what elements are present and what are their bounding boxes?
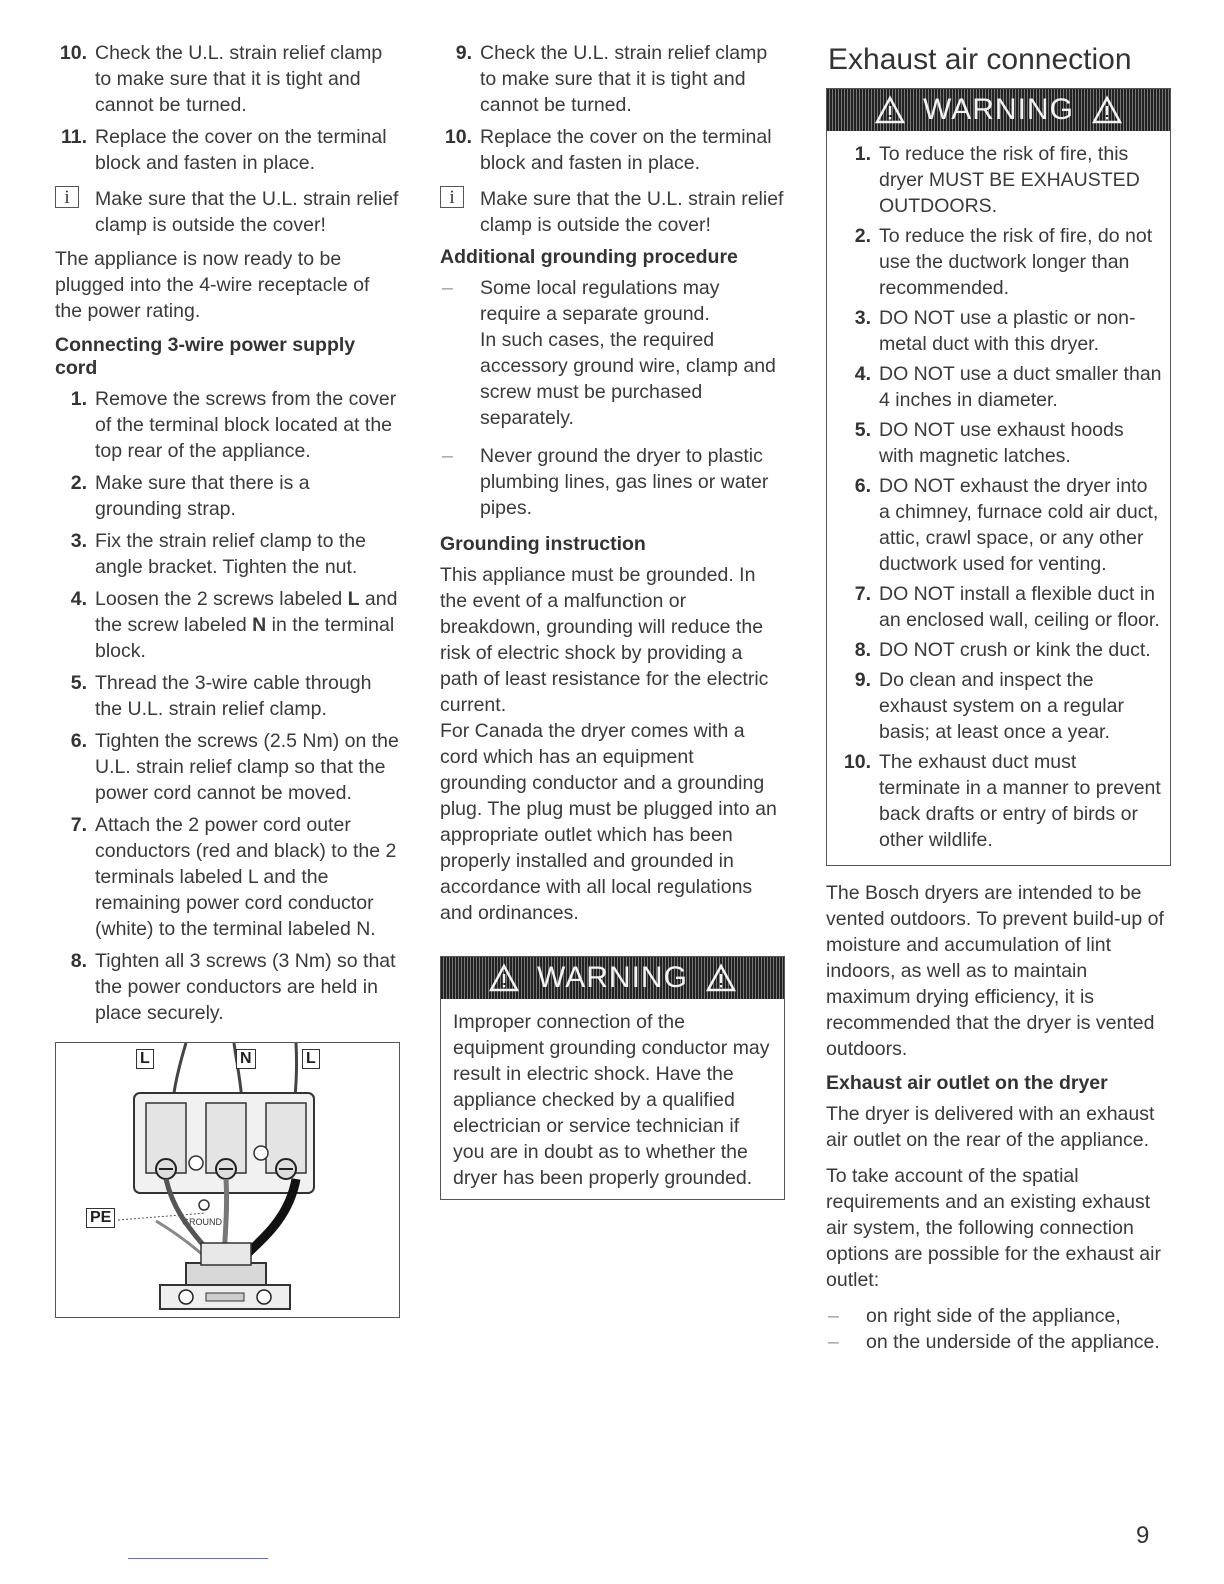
dash-list bbox=[440, 275, 785, 521]
list-item: 3. DO NOT use a plastic or non-metal duct with this dryer. bbox=[854, 307, 1136, 355]
footer-rule bbox=[128, 1558, 268, 1559]
list-item: 7. Attach the 2 power cord outer conductors (red and black) to the 2 terminals labeled L and the remaining power cord conductor (white) to the terminal labeled N. bbox=[70, 814, 397, 940]
warning-body bbox=[827, 131, 1170, 865]
intro-paragraph: The Bosch dryers are intended to be vented outdoors. To prevent build-up of moisture and accumulation of lint indoors, as well as to maintain maximum drying efficiency, it is recommended that the dryer is vented outdoors. bbox=[826, 882, 1164, 1060]
list-item: 9. Do clean and inspect the exhaust system on a regular basis; at least once a year. bbox=[854, 669, 1124, 743]
list-item: – on right side of the appliance, bbox=[828, 1305, 1121, 1327]
terminal-block-figure bbox=[55, 1042, 400, 1318]
grounding-paragraph-canada: For Canada the dryer comes with a cord which has an equipment grounding conductor and a grounding plug. The plug must be plugged into an appropriate outlet which has been properly installed and grounded in accordance with all local regulations and ordinances. bbox=[440, 720, 777, 924]
terminal-block-drawing bbox=[56, 1043, 388, 1315]
info-icon: i bbox=[440, 186, 464, 208]
section-heading: Exhaust air outlet on the dryer bbox=[826, 1072, 1108, 1094]
list-item: – on the underside of the appliance. bbox=[828, 1331, 1160, 1353]
list-item: 10. Check the U.L. strain relief clamp to make sure that it is tight and cannot be turned. bbox=[59, 42, 383, 116]
column-1 bbox=[55, 40, 400, 1318]
section-heading: Grounding instruction bbox=[440, 533, 646, 555]
page-title: Exhaust air connection bbox=[828, 43, 1132, 76]
list-item: 6. Tighten the screws (2.5 Nm) on the U.L. strain relief clamp so that the power cord cannot be moved. bbox=[70, 730, 399, 804]
warning-header bbox=[827, 89, 1170, 131]
list-item: 10. Replace the cover on the terminal block and fasten in place. bbox=[444, 126, 772, 174]
list-item: – Some local regulations may require a separate ground. In such cases, the required accessory ground wire, clamp and screw must be purchased separately. bbox=[442, 277, 776, 429]
terminal-label-n: N bbox=[236, 1049, 256, 1069]
steps-list bbox=[440, 40, 785, 176]
outlet-paragraph-options: To take account of the spatial requirements and an existing exhaust air system, the following connection options are possible for the exhaust air outlet: bbox=[826, 1165, 1161, 1291]
list-item: 4. Loosen the 2 screws labeled L and the screw labeled N in the terminal block. bbox=[70, 588, 398, 662]
info-note bbox=[440, 186, 785, 238]
warning-triangle-icon bbox=[489, 963, 519, 993]
list-item: 5. DO NOT use exhaust hoods with magnetic latches. bbox=[854, 419, 1124, 467]
section-heading: Additional grounding procedure bbox=[440, 246, 738, 268]
warning-box bbox=[826, 88, 1171, 866]
warning-title: WARNING bbox=[923, 93, 1074, 126]
column-3 bbox=[826, 40, 1171, 1367]
list-item: 1. Remove the screws from the cover of the terminal block located at the top rear of the appliance. bbox=[70, 388, 397, 462]
options-list bbox=[826, 1303, 1171, 1355]
warning-header bbox=[441, 957, 784, 999]
warning-list bbox=[839, 141, 1162, 853]
page-number: 9 bbox=[1136, 1522, 1150, 1549]
list-item: 4. DO NOT use a duct smaller than 4 inches in diameter. bbox=[854, 363, 1162, 411]
column-2 bbox=[440, 40, 785, 1200]
warning-text: Improper connection of the equipment grounding conductor may result in electric shock. Have the appliance checked by a qualified electrician or service technician if you are in doubt as to whether the dryer has been properly grounded. bbox=[453, 1011, 770, 1189]
warning-triangle-icon bbox=[1092, 95, 1122, 125]
list-item: 6. DO NOT exhaust the dryer into a chimney, furnace cold air duct, attic, crawl space, or any other ductwork used for venting. bbox=[854, 475, 1159, 575]
list-item: 2. Make sure that there is a grounding strap. bbox=[70, 472, 310, 520]
info-icon: i bbox=[55, 186, 79, 208]
list-item: 8. Tighten all 3 screws (3 Nm) so that the power conductors are held in place securely. bbox=[70, 950, 396, 1024]
section-heading: Connecting 3-wire power supply cord bbox=[55, 334, 356, 379]
ready-paragraph: The appliance is now ready to be plugged into the 4-wire receptacle of the power rating. bbox=[55, 248, 370, 322]
ground-label: GROUND bbox=[182, 1217, 222, 1227]
note-text: Make sure that the U.L. strain relief clamp is outside the cover! bbox=[480, 188, 784, 236]
terminal-label-l2: L bbox=[302, 1049, 320, 1069]
info-note bbox=[55, 186, 400, 238]
steps-list-b bbox=[55, 386, 400, 1026]
terminal-label-l1: L bbox=[136, 1049, 154, 1069]
steps-list-a bbox=[55, 40, 400, 176]
list-item: 1. To reduce the risk of fire, this dryer MUST BE EXHAUSTED OUTDOORS. bbox=[854, 143, 1140, 217]
list-item: 8. DO NOT crush or kink the duct. bbox=[854, 639, 1151, 661]
grounding-paragraph: This appliance must be grounded. In the event of a malfunction or breakdown, grounding will reduce the risk of electric shock by providing a path of least resistance for the electric current. bbox=[440, 564, 769, 716]
list-item: 11. Replace the cover on the terminal block and fasten in place. bbox=[60, 126, 387, 174]
outlet-paragraph: The dryer is delivered with an exhaust air outlet on the rear of the appliance. bbox=[826, 1103, 1155, 1151]
list-item: 9. Check the U.L. strain relief clamp to make sure that it is tight and cannot be turned. bbox=[455, 42, 768, 116]
note-text: Make sure that the U.L. strain relief clamp is outside the cover! bbox=[95, 188, 399, 236]
list-item: 7. DO NOT install a flexible duct in an enclosed wall, ceiling or floor. bbox=[854, 583, 1160, 631]
list-item: 3. Fix the strain relief clamp to the angle bracket. Tighten the nut. bbox=[70, 530, 366, 578]
terminal-label-pe: PE bbox=[86, 1208, 115, 1228]
warning-triangle-icon bbox=[875, 95, 905, 125]
list-item: 5. Thread the 3-wire cable through the U.L. strain relief clamp. bbox=[70, 672, 372, 720]
list-item: 2. To reduce the risk of fire, do not use the ductwork longer than recommended. bbox=[854, 225, 1153, 299]
warning-title: WARNING bbox=[537, 961, 688, 994]
warning-triangle-icon bbox=[706, 963, 736, 993]
list-item: – Never ground the dryer to plastic plumbing lines, gas lines or water pipes. bbox=[442, 445, 769, 519]
warning-box bbox=[440, 956, 785, 1200]
list-item: 10. The exhaust duct must terminate in a manner to prevent back drafts or entry of birds or other wildlife. bbox=[843, 751, 1161, 851]
